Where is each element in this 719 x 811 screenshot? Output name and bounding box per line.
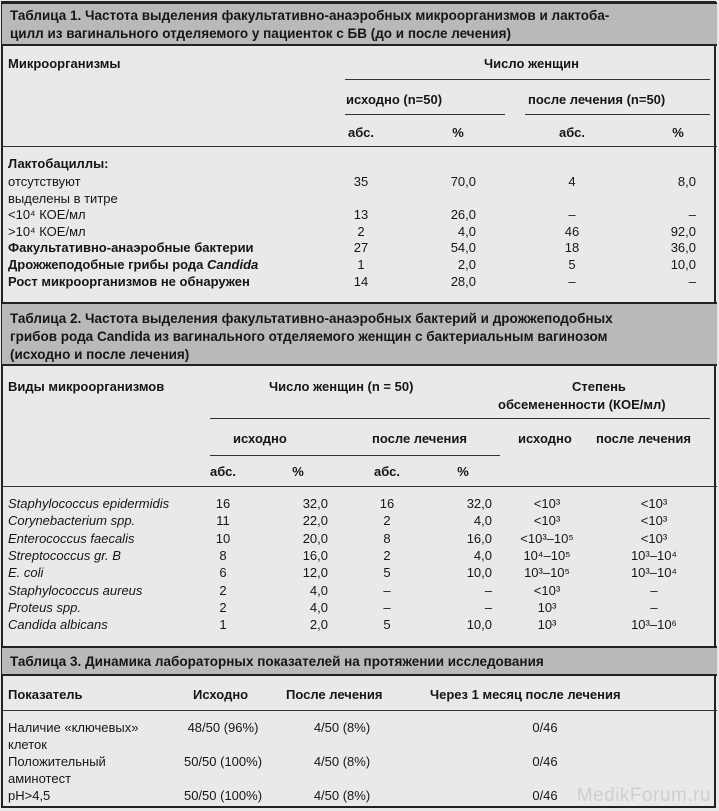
table3-title: Таблица 3. Динамика лабораторных показателей на протяжении исследования [10, 654, 544, 669]
t2-cell: 2 [383, 513, 391, 529]
t1-cell: 35 [353, 174, 369, 189]
t1-cell: 2 [357, 224, 365, 239]
t2-degree-before: <10³ [533, 496, 561, 511]
t1-cell: 2,0 [457, 257, 476, 272]
t2-cell: 32,0 [466, 496, 492, 511]
t3-header-after: После лечения [286, 687, 383, 702]
t2-cell: 10,0 [466, 565, 492, 581]
t1-cell: 8,0 [677, 174, 696, 189]
t2-cell: 16 [215, 496, 231, 511]
t1-header-pct-1: % [452, 125, 464, 140]
t2-header-abs-2: абс. [374, 464, 400, 479]
t2-cell: 4,0 [309, 582, 328, 598]
table2-title-bar [2, 302, 717, 366]
t2-rule-1 [210, 418, 710, 419]
t2-row-species: Streptococcus gr. B [8, 547, 121, 563]
t3-rule-1 [2, 710, 717, 711]
t1-header-after: после лечения (n=50) [528, 92, 666, 107]
t2-cell: 10 [215, 530, 231, 546]
t1-row-label: выделены в титре [8, 191, 118, 206]
t3-header-month: Через 1 месяц после лечения [430, 687, 621, 702]
t1-cell: 26,0 [450, 207, 476, 222]
t2-header-pct-1: % [292, 464, 304, 479]
t2-cell: – [383, 599, 391, 615]
table1-title-line1: Таблица 1. Частота выделения факультативно-анаэробных микроорганизмов и лактоба- [10, 8, 610, 23]
t2-cell: 2 [219, 582, 227, 598]
t1-header-abs-1: абс. [348, 125, 374, 140]
t3-cell-month: 0/46 [532, 754, 558, 769]
t2-degree-after: 10³–10⁶ [631, 617, 677, 633]
t2-degree-before: <10³–10⁵ [520, 530, 574, 546]
t3-row-label: Положительный [8, 754, 106, 769]
t2-cell: 32,0 [302, 496, 328, 511]
t1-rule-3 [2, 146, 717, 147]
t1-rule-1 [345, 79, 710, 80]
t2-row-species: E. coli [8, 565, 44, 581]
t3-cell-before: 50/50 (100%) [183, 788, 263, 803]
t2-header-abs-1: абс. [210, 464, 236, 479]
t2-cell: 2 [383, 547, 391, 563]
t2-row-species: Proteus spp. [8, 599, 81, 615]
t2-header-pct-2: % [457, 464, 469, 479]
t2-cell: 20,0 [302, 530, 328, 546]
t1-cell: 46 [564, 224, 580, 239]
table1-title-line2: цилл из вагинального отделяемого у пациенток с БВ (до и после лечения) [10, 26, 511, 41]
t2-cell: 16 [379, 496, 395, 511]
t2-degree-after: 10³–10⁴ [630, 547, 678, 563]
t2-cell: 4,0 [473, 513, 492, 529]
t1-cell: 5 [568, 257, 576, 272]
t1-header-before: исходно (n=50) [346, 92, 443, 107]
t3-cell-month: 0/46 [532, 720, 558, 735]
table2-title-line2 [10, 328, 608, 345]
t1-cell: – [688, 274, 696, 289]
t2-cell: 1 [219, 617, 227, 633]
t2-cell: 2 [219, 599, 227, 615]
t1-cell: 36,0 [670, 240, 696, 255]
t2-cell: 5 [383, 617, 391, 633]
t1-cell: 14 [353, 274, 369, 289]
t1-cell: 18 [564, 240, 580, 255]
t2-header-degree-2: обсемененности (КОЕ/мл) [498, 397, 666, 412]
t1-cell: 70,0 [450, 174, 476, 189]
t2-row-species: Enterococcus faecalis [8, 530, 135, 546]
t3-cell-after: 4/50 (8%) [313, 754, 371, 769]
t2-cell: 4,0 [309, 599, 328, 615]
t1-rule-2b [525, 114, 710, 115]
t2-cell: 22,0 [302, 513, 328, 529]
t1-row-label-italic: Candida [207, 257, 259, 272]
t2-header-after: после лечения [372, 431, 467, 446]
t2-degree-before: 10⁴–10⁵ [523, 547, 571, 563]
t1-cell: 92,0 [670, 224, 696, 239]
table1-title-bar [2, 2, 717, 46]
t3-header-before: Исходно [193, 687, 249, 702]
t2-degree-after: – [650, 599, 658, 615]
t3-row-label: рН>4,5 [8, 788, 51, 803]
t2-cell: 6 [219, 565, 227, 581]
t1-cell: 54,0 [450, 240, 476, 255]
t1-row-label: Факультативно-анаэробные бактерии [8, 240, 254, 255]
t1-row-label: Лактобациллы: [8, 156, 109, 171]
t2-degree-after: <10³ [640, 530, 668, 546]
t2-header-women: Число женщин (n = 50) [269, 379, 414, 394]
t2-cell: – [484, 582, 492, 598]
t2-cell: 4,0 [473, 547, 492, 563]
t2-rule-2 [210, 455, 500, 456]
t1-row-label: <10⁴ КОЕ/мл [8, 207, 86, 222]
t1-header-micro: Микроорганизмы [8, 56, 121, 71]
table2-title-line2-text: грибов рода Candida из вагинального отделяемого женщин с бактериальным вагинозом [10, 329, 608, 344]
t3-cell-before: 48/50 (96%) [187, 720, 259, 735]
t1-cell: 1 [357, 257, 365, 272]
t2-header-degree-1: Степень [572, 379, 626, 394]
t1-cell: 4 [568, 174, 576, 189]
t1-cell: 28,0 [450, 274, 476, 289]
t1-cell: 27 [353, 240, 369, 255]
t1-cell: – [568, 274, 576, 289]
t2-header-degree-before: исходно [518, 431, 572, 446]
t2-degree-before: <10³ [533, 513, 561, 529]
t2-header-species: Виды микроорганизмов [8, 379, 165, 394]
t3-cell-after: 4/50 (8%) [313, 720, 371, 735]
t2-header-degree-after: после лечения [596, 431, 691, 446]
t1-rule-2a [345, 114, 505, 115]
t2-degree-before: <10³ [533, 582, 561, 598]
t1-header-abs-2: абс. [559, 125, 585, 140]
t2-row-species: Staphylococcus epidermidis [8, 496, 170, 511]
t1-header-women: Число женщин [484, 56, 579, 71]
watermark-text: MedikForum.ru [576, 785, 711, 806]
t1-cell: – [568, 207, 576, 222]
t2-degree-after: <10³ [640, 513, 668, 529]
t1-cell: 4,0 [457, 224, 476, 239]
table2-title-line3: (исходно и после лечения) [10, 347, 190, 362]
t1-row-label: Рост микроорганизмов не обнаружен [8, 274, 250, 289]
t2-row-species: Candida albicans [8, 617, 108, 633]
t1-cell: 10,0 [670, 257, 696, 272]
t2-cell: 12,0 [302, 565, 328, 581]
t2-cell: 8 [383, 530, 391, 546]
t2-cell: 2,0 [309, 617, 328, 633]
t2-cell: 5 [383, 565, 391, 581]
t3-cell-month: 0/46 [532, 788, 558, 803]
t2-row-species: Staphylococcus aureus [8, 582, 143, 598]
t3-row-label: клеток [8, 737, 47, 752]
t2-cell: 10,0 [466, 617, 492, 633]
t2-cell: 8 [219, 547, 227, 563]
t2-degree-before: 10³–10⁵ [524, 565, 570, 581]
t2-row-species: Corynebacterium spp. [8, 513, 136, 529]
t3-cell-after: 4/50 (8%) [313, 788, 371, 803]
t3-header-indicator: Показатель [8, 687, 83, 702]
t2-degree-before: 10³ [537, 617, 557, 633]
t2-cell: 16,0 [466, 530, 492, 546]
table2-title-line1: Таблица 2. Частота выделения факультативно-анаэробных бактерий и дрожжеподобных [10, 311, 613, 326]
t2-degree-after: – [650, 582, 658, 598]
t1-row-label: Дрожжеподобные грибы рода Candida [8, 257, 259, 272]
t2-degree-after: 10³–10⁴ [630, 565, 678, 581]
table3-title-bar [2, 646, 717, 676]
t1-cell: 13 [353, 207, 369, 222]
t2-rule-3 [2, 486, 717, 487]
t1-cell: – [688, 207, 696, 222]
t2-cell: 16,0 [302, 547, 328, 563]
t2-header-before: исходно [233, 431, 287, 446]
t3-row-label: аминотест [8, 771, 72, 786]
t1-header-pct-2: % [672, 125, 684, 140]
t2-cell: 11 [216, 513, 230, 529]
t3-row-label: Наличие «ключевых» [8, 720, 139, 735]
t2-cell: – [383, 582, 391, 598]
t2-cell: – [484, 599, 492, 615]
t2-degree-before: 10³ [537, 599, 557, 615]
t1-row-label: >10⁴ КОЕ/мл [8, 224, 86, 239]
t2-degree-after: <10³ [640, 496, 668, 511]
t1-row-label: отсутствуют [8, 174, 81, 189]
t3-cell-before: 50/50 (100%) [183, 754, 263, 769]
